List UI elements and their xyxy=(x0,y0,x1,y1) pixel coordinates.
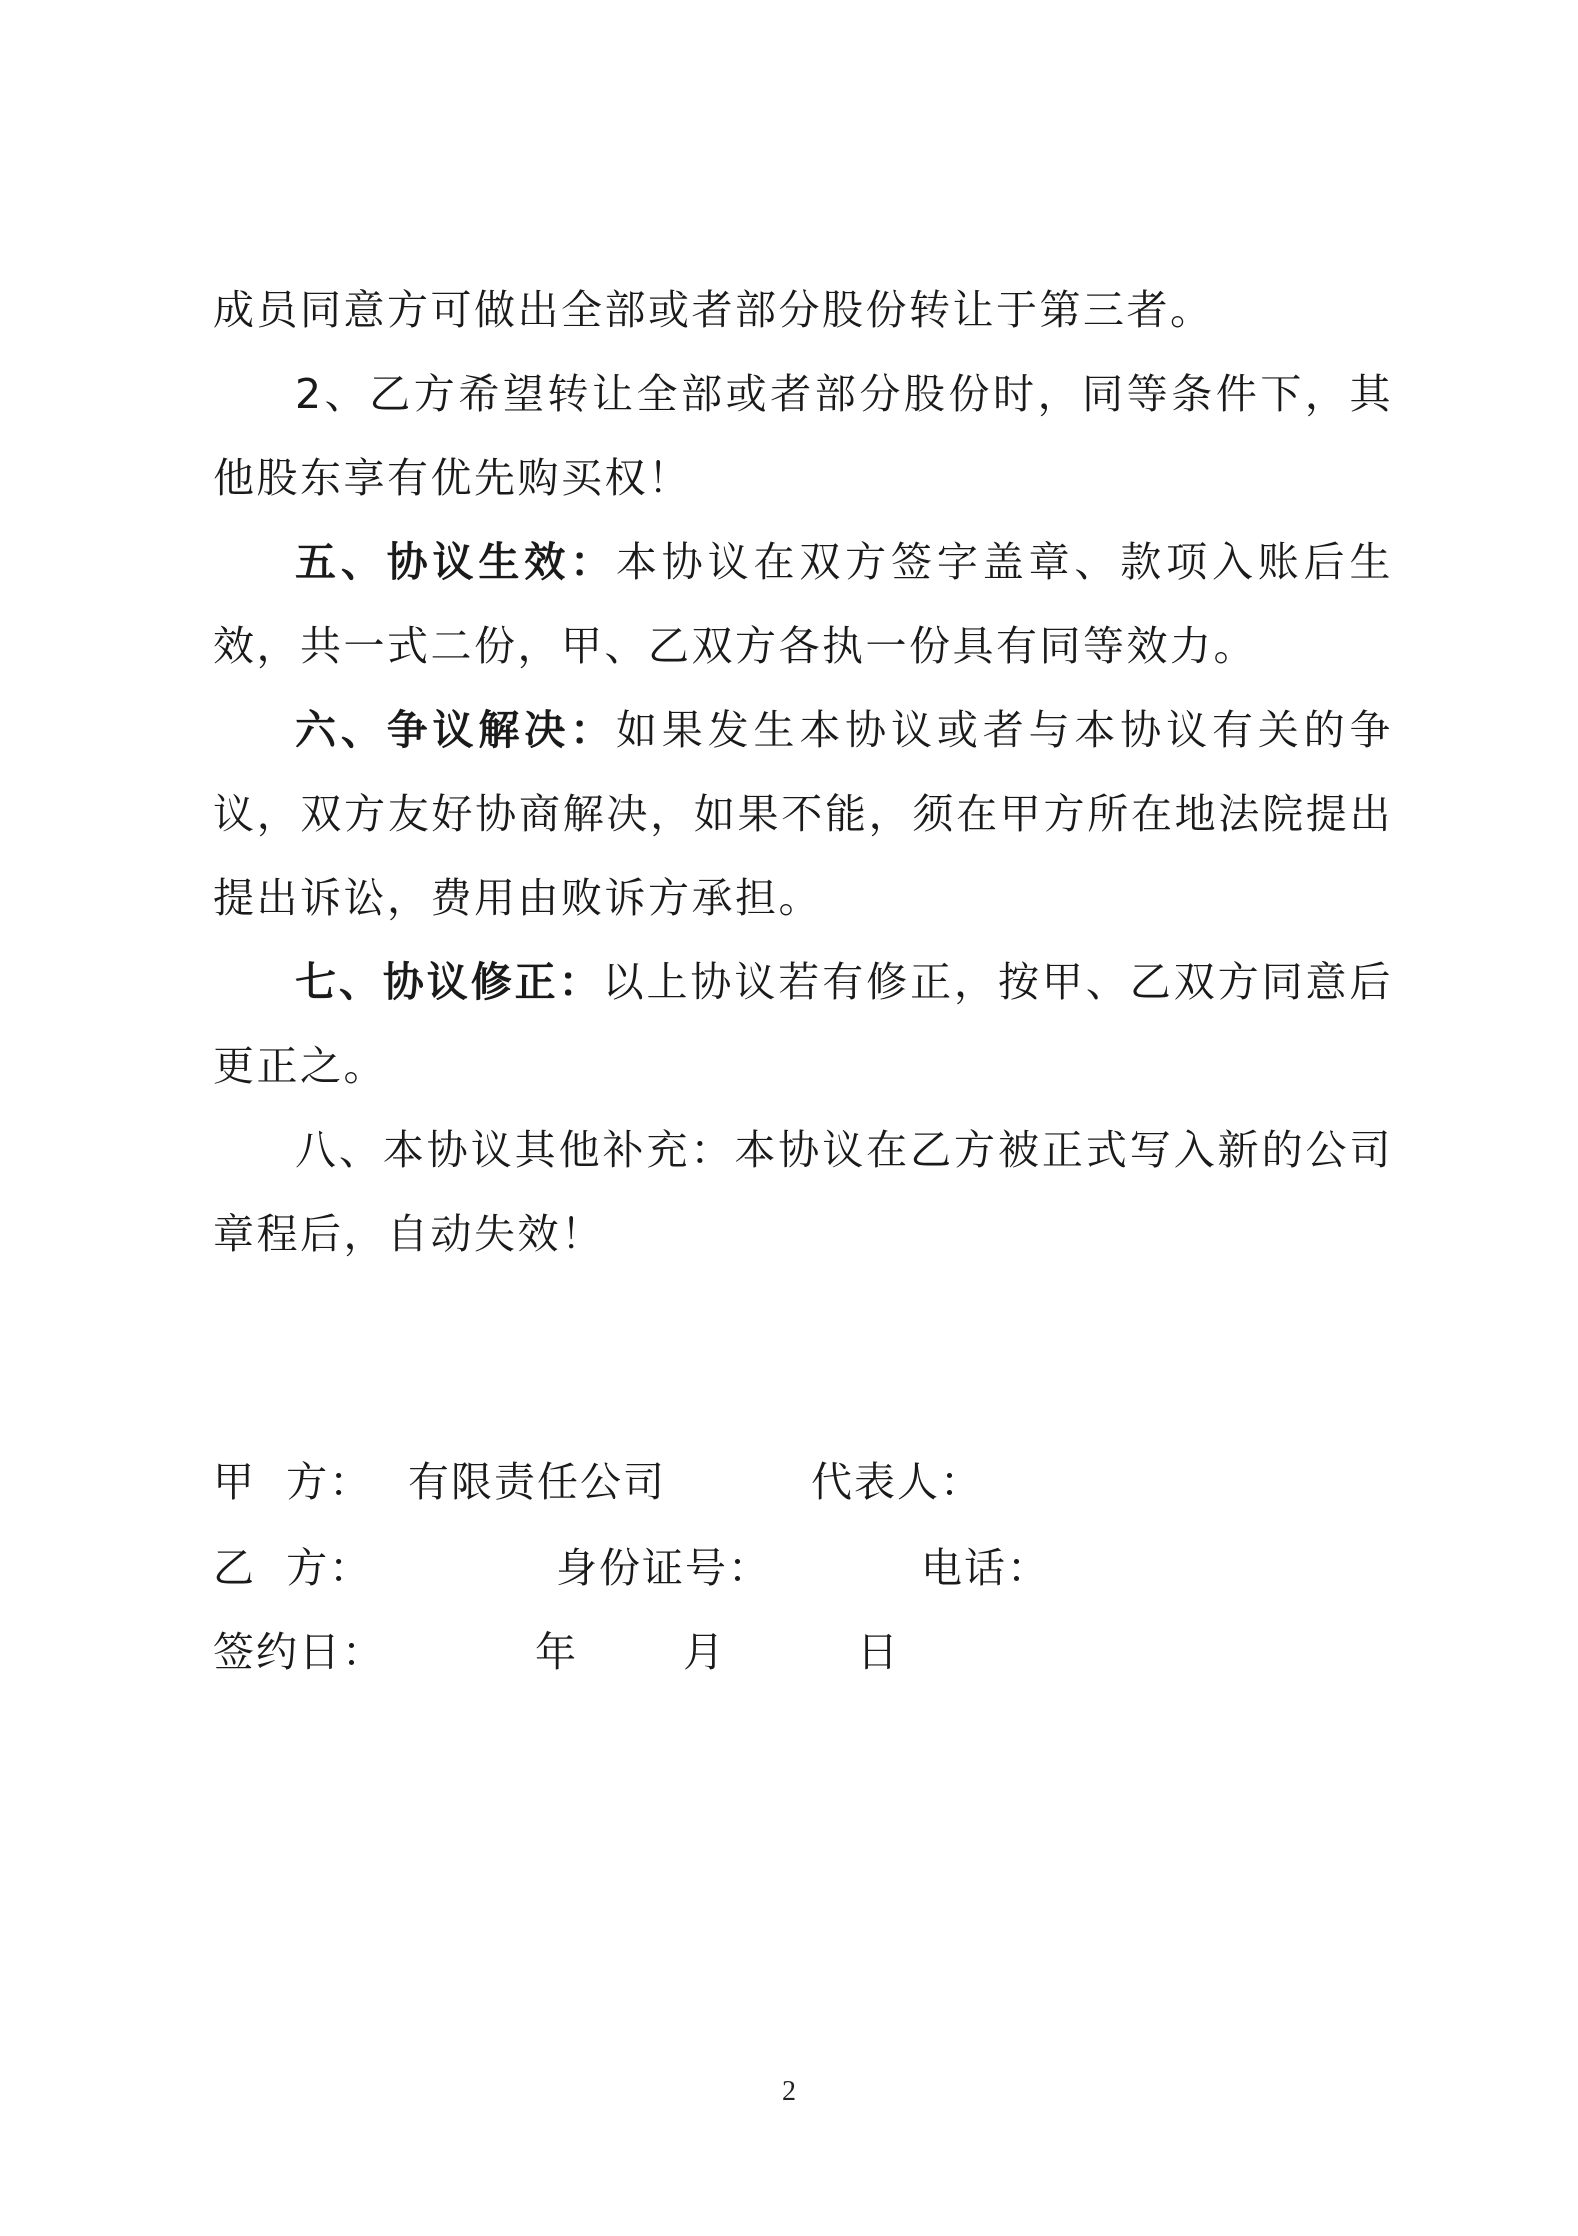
paragraph-text: 成员同意方可做出全部或者部分股份转让于第三者。 xyxy=(213,286,1214,334)
paragraph-text: 以上协议若有修正，按甲、乙双方同意后更正之。 xyxy=(213,958,1393,1090)
day-label: 日 xyxy=(857,1628,900,1676)
section-heading: 六、争议解决： xyxy=(295,706,616,754)
paragraph-text: 八、本协议其他补充：本协议在乙方被正式写入新的公司章程后，自动失效！ xyxy=(213,1126,1393,1258)
paragraph-agreement-amendment xyxy=(213,940,1393,1108)
representative-label: 代表人： xyxy=(811,1458,983,1506)
section-heading: 七、协议修正： xyxy=(295,958,603,1006)
party-a-label: 甲 方： xyxy=(213,1458,373,1506)
year-label: 年 xyxy=(535,1628,578,1676)
paragraph-text: 本协议在双方签字盖章、款项入账后生效，共一式二份，甲、乙双方各执一份具有同等效力。 xyxy=(213,538,1394,670)
paragraph-priority-purchase xyxy=(213,352,1393,520)
id-number-label: 身份证号： xyxy=(556,1544,771,1592)
month-label: 月 xyxy=(683,1628,726,1676)
agreement-body xyxy=(213,268,1393,1276)
paragraph-transfer-continuation xyxy=(213,268,1393,352)
paragraph-dispute-resolution xyxy=(213,688,1393,940)
paragraph-agreement-effective xyxy=(213,520,1393,688)
phone-label: 电话： xyxy=(921,1544,1050,1592)
page-number: 2 xyxy=(782,2076,796,2107)
paragraph-text: 如果发生本协议或者与本协议有关的争议，双方友好协商解决，如果不能，须在甲方所在地法院提出提出诉讼，费用由败诉方承担。 xyxy=(213,706,1394,922)
party-a-name: 有限责任公司 xyxy=(408,1458,666,1506)
sign-date-label: 签约日： xyxy=(213,1628,385,1676)
paragraph-supplementary xyxy=(213,1108,1393,1276)
section-heading: 五、协议生效： xyxy=(295,538,616,586)
paragraph-text: 2、乙方希望转让全部或者部分股份时，同等条件下，其他股东享有优先购买权！ xyxy=(213,370,1393,502)
party-b-label: 乙 方： xyxy=(213,1544,373,1592)
